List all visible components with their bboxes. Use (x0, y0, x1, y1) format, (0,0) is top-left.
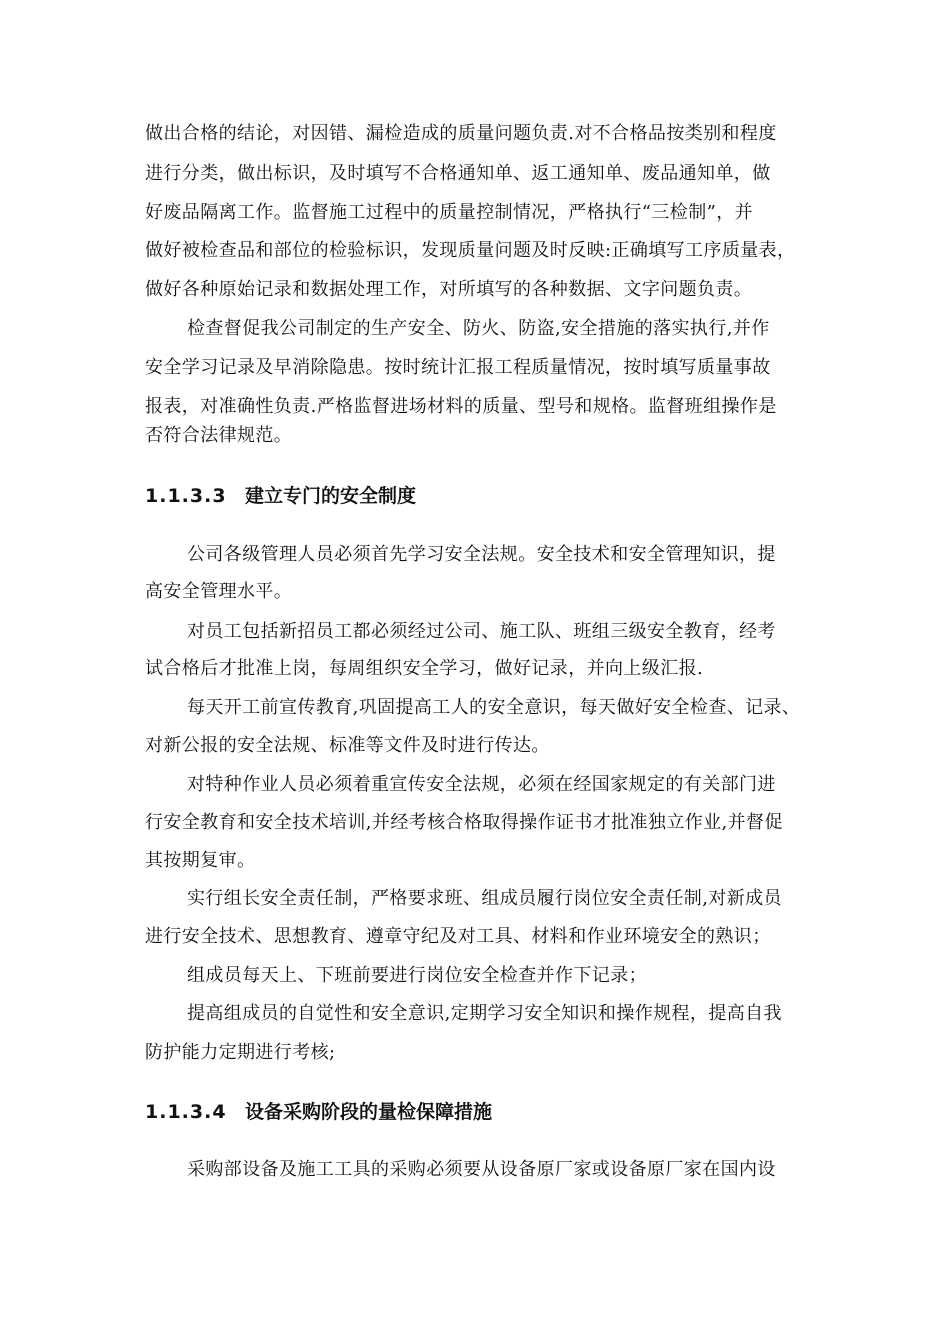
paragraph-line: 实行组长安全责任制，严格要求班、组成员履行岗位安全责任制,对新成员 (187, 888, 782, 909)
section-title: 设备采购阶段的量检保障措施 (245, 1101, 493, 1123)
paragraph-line: 公司各级管理人员必须首先学习安全法规。安全技术和安全管理知识，提 (187, 544, 776, 565)
paragraph-line: 行安全教育和安全技术培训,并经考核合格取得操作证书才批准独立作业,并督促 (145, 812, 783, 833)
paragraph-line: 好废品隔离工作。监督施工过程中的质量控制情况，严格执行“三检制”，并 (145, 202, 754, 223)
section-title: 建立专门的安全制度 (245, 485, 417, 507)
paragraph-line: 报表，对准确性负责.严格监督进场材料的质量、型号和规格。监督班组操作是 (145, 396, 777, 417)
paragraph-line: 其按期复审。 (145, 850, 256, 871)
paragraph-line: 对员工包括新招员工都必须经过公司、施工队、班组三级安全教育，经考 (187, 621, 776, 642)
paragraph-line: 否符合法律规范。 (145, 425, 293, 446)
section-heading-1133 (145, 485, 416, 507)
paragraph-line: 高安全管理水平。 (145, 581, 293, 602)
paragraph-line: 对特种作业人员必须着重宣传安全法规，必须在经国家规定的有关部门进 (187, 774, 776, 795)
section-number: 1.1.3.4 (145, 1101, 227, 1123)
paragraph-line: 做好各种原始记录和数据处理工作，对所填写的各种数据、文字问题负责。 (145, 279, 753, 300)
paragraph-line: 采购部设备及施工工具的采购必须要从设备原厂家或设备原厂家在国内设 (187, 1159, 776, 1180)
paragraph-line: 做出合格的结论，对因错、漏检造成的质量问题负责.对不合格品按类别和程度 (145, 123, 777, 144)
paragraph-line: 试合格后才批准上岗，每周组织安全学习，做好记录，并向上级汇报. (145, 658, 704, 679)
section-heading-1134 (145, 1101, 492, 1123)
paragraph-line: 安全学习记录及早消除隐患。按时统计汇报工程质量情况，按时填写质量事故 (145, 357, 771, 378)
paragraph-line: 组成员每天上、下班前要进行岗位安全检查并作下记录； (187, 965, 647, 986)
paragraph-line: 每天开工前宣传教育,巩固提高工人的安全意识，每天做好安全检查、记录、 (187, 697, 801, 718)
paragraph-line: 对新公报的安全法规、标准等文件及时进行传达。 (145, 735, 550, 756)
paragraph-line: 做好被检查品和部位的检验标识，发现质量问题及时反映:正确填写工序质量表， (145, 240, 796, 261)
paragraph-line: 检查督促我公司制定的生产安全、防火、防盗,安全措施的落实执行,并作 (187, 318, 770, 339)
paragraph-line: 进行安全技术、思想教育、遵章守纪及对工具、材料和作业环境安全的熟识； (145, 926, 771, 947)
paragraph-line: 进行分类，做出标识，及时填写不合格通知单、返工通知单、废品通知单，做 (145, 163, 771, 184)
paragraph-line: 防护能力定期进行考核; (145, 1042, 336, 1063)
section-number: 1.1.3.3 (145, 485, 227, 507)
paragraph-line: 提高组成员的自觉性和安全意识,定期学习安全知识和操作规程，提高自我 (187, 1003, 782, 1024)
